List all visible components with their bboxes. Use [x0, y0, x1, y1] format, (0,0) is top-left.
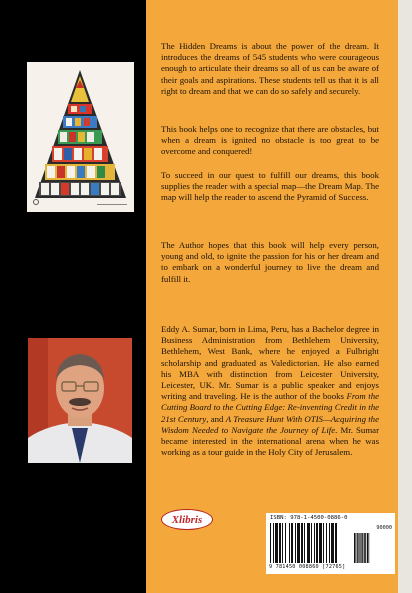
price-bar: [357, 533, 358, 563]
price-bar: [368, 533, 369, 563]
barcode-bar: [295, 523, 296, 563]
cover-edge: [398, 0, 412, 593]
barcode-bar: [323, 523, 324, 563]
paragraph-text: The Author hopes that this book will help every person, young and old, to ignite the passion for his or her dream and to embark on a wonderful journey to live the dream and fulfill it.: [161, 240, 379, 284]
paragraph-text: This book helps one to recognize that there are obstacles, but when a dream is ignited no obstacle is too great to be overcome and conquered!: [161, 124, 379, 157]
isbn-barcode: [266, 513, 395, 574]
isbn-label: ISBN: 978-1-4500-0886-0: [270, 515, 348, 521]
price-bar: [362, 533, 363, 563]
bio-text-1: Eddy A. Sumar, born in Lima, Peru, has a Bachelor degree in Business Administration from Bethlehem University, Bethlehem, West Bank, where he enjoyed a Fulbright scholarship and graduated as Valedictorian. He also earned his MBA with distinction from Leicester University, Leicester, UK. Mr. Sumar is a public speaker and enjoys writing and traveling. He is the author of the books: [161, 324, 379, 402]
description-paragraph-3: [161, 170, 379, 204]
description-paragraph-1: [161, 41, 379, 97]
barcode-bar: [335, 523, 337, 563]
price-bar: [354, 533, 355, 563]
pyramid-artwork: [27, 62, 134, 212]
author-photo: [28, 338, 132, 463]
book-title-1: From the Cutting Board to the Cutting Edge: Re-inventing Credit in the 21st Century: [161, 391, 379, 424]
price-bar: [365, 533, 366, 563]
price-bar: [360, 533, 361, 563]
xlibris-logo: [161, 509, 213, 530]
barcode-bar: [329, 523, 330, 563]
logo-text: Xlibris: [171, 513, 203, 526]
description-paragraph-4: [161, 240, 379, 285]
artist-signature: [97, 201, 127, 205]
barcode-bar: [285, 523, 286, 563]
book-title-2: A Treasure Hunt With OTIS—Acquiring the Wisdom Needed to Navigate the Journey of Life: [161, 413, 379, 435]
author-photo-image: [28, 338, 132, 463]
bio-text-3: . Mr. Sumar became interested in the international arena when he was working as a tour guide in the Holy City of Jerusalem.: [161, 424, 380, 458]
barcode-bar: [279, 523, 281, 563]
barcode-bar: [301, 523, 303, 563]
barcode-bar: [304, 523, 305, 563]
barcode-bar: [331, 523, 334, 563]
barcode-number: 9 781450 008860 [72765]: [269, 564, 346, 570]
price-bar: [359, 533, 360, 563]
barcode-bar: [314, 523, 315, 563]
price-bar: [356, 533, 357, 563]
price-bar: [367, 533, 368, 563]
price-bar: [364, 533, 365, 563]
barcode-bar: [307, 523, 310, 563]
barcode-bar: [273, 523, 274, 563]
artist-mark: [33, 199, 39, 205]
description-paragraph-2: [161, 124, 379, 158]
price-code: 90000: [376, 525, 392, 531]
barcode-bar: [282, 523, 283, 563]
barcode-bar: [311, 523, 312, 563]
bio-text: [161, 324, 379, 458]
bio-text-2: , and: [206, 413, 226, 424]
barcode-bars: [270, 523, 370, 563]
paragraph-text: To succeed in our quest to fulfill our dreams, this book supplies the reader with a special map—the Dream Map. The map will help the reader to ascend the Pyramid of Success.: [161, 170, 379, 203]
barcode-bar: [326, 523, 327, 563]
barcode-bar: [270, 523, 271, 563]
barcode-bar: [275, 523, 278, 563]
barcode-bar: [289, 523, 290, 563]
barcode-bar: [297, 523, 300, 563]
paragraph-text: The Hidden Dreams is about the power of the dream. It introduces the dreams of 545 students who were courageous enough to articulate their dreams so all of us can be aware of their goals and aspirations. These students tell us that it is all right to dream and that we can do so safely and securely.: [161, 41, 379, 96]
barcode-bar: [316, 523, 318, 563]
pyramid-painting: [27, 62, 134, 212]
barcode-bar: [319, 523, 322, 563]
barcode-bar: [291, 523, 293, 563]
author-bio: [161, 324, 379, 458]
